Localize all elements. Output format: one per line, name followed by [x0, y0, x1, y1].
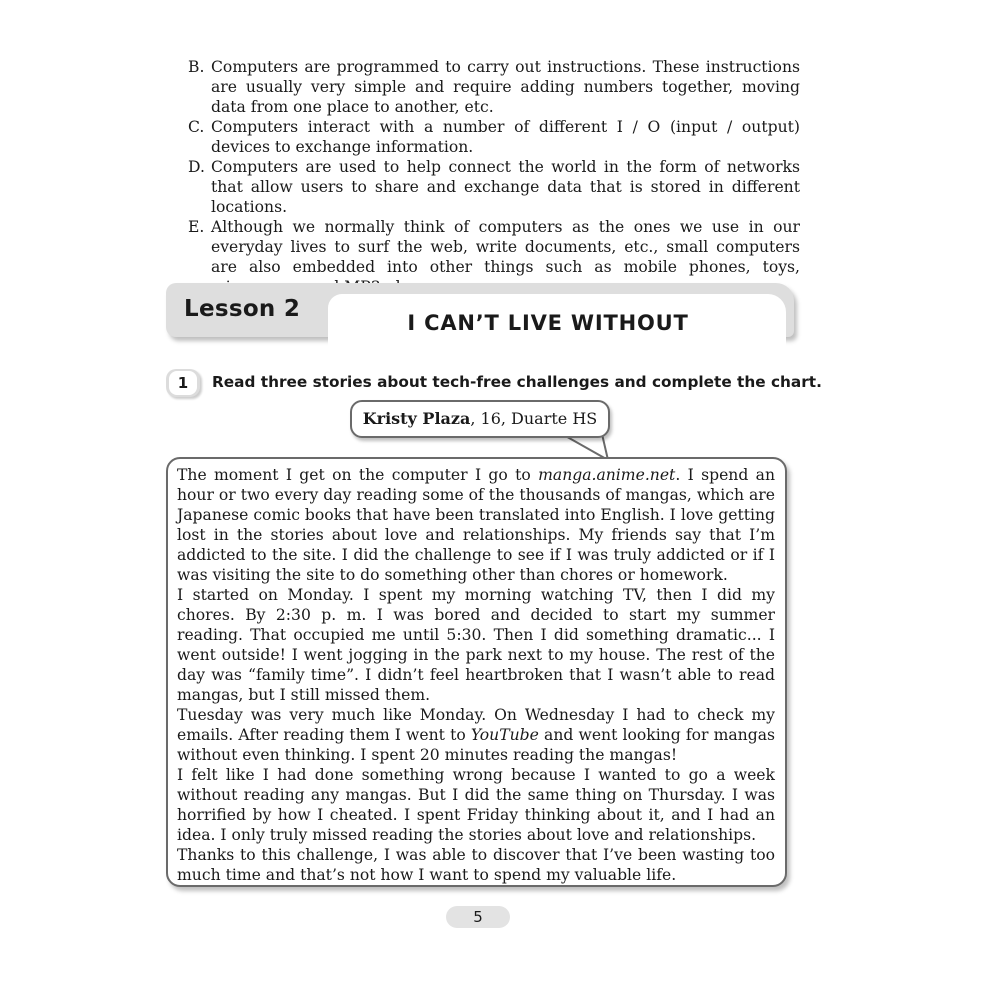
story-paragraph: I felt like I had done something wrong because I wanted to go a week without reading any mangas. But I did the same thing on Thursday. I was horrified by how I cheated. I spent Friday thinking about it, and I had an idea. I only truly missed reading the stories about love and relationships. [177, 766, 775, 844]
list-item [188, 57, 800, 117]
list-item [188, 117, 800, 157]
author-name: Kristy Plaza [362, 409, 471, 428]
story-paragraph [177, 465, 775, 585]
story-paragraph: Thanks to this challenge, I was able to discover that I’ve been wasting too much time and that’s not how I want to spend my valuable life. [177, 846, 775, 884]
author-bubble [350, 400, 610, 438]
story-paragraph: I started on Monday. I spent my morning watching TV, then I did my chores. By 2:30 p. m. I was bored and decided to start my summer reading. That occupied me until 5:30. Then I did something dramatic... I went outside! I went jogging in the park next to my house. The rest of the day was “family time”. I didn’t feel heartbroken that I wasn’t able to read mangas, but I still missed them. [177, 586, 775, 704]
list-letter: E. [188, 218, 205, 236]
list-letter: C. [188, 118, 205, 136]
page-number: 5 [446, 906, 510, 928]
list-letter: D. [188, 158, 205, 176]
website-name: YouTube [470, 726, 539, 744]
lesson-title: I CAN’T LIVE WITHOUT [407, 311, 689, 335]
story-text: Tuesday was very much like Monday. On Wednesday I had to check my emails. After reading them I went to [177, 706, 775, 744]
list-text: Although we normally think of computers as the ones we use in our everyday lives to surf the web, write documents, etc., small computers are also embedded into other things such as mobile phones, toys, [211, 218, 800, 276]
author-details: , 16, Duarte HS [470, 409, 598, 428]
story-text: . I spend an hour or two every day reading some of the thousands of mangas, which are Japanese comic books that have been translated into English. I love getting lost in the stories about love and relationships. My friends say that I’m addicted to the site. I did the challenge to see if I was truly addicted or if I was visiting the site to do something other than chores or homework. [177, 466, 775, 584]
lesson-label: Lesson 2 [184, 296, 301, 322]
story-box [166, 457, 787, 887]
intro-list [188, 57, 800, 297]
story-paragraph [177, 705, 775, 765]
exercise-number: 1 [169, 371, 197, 395]
story-text: and went looking for mangas without even thinking. I spent 20 minutes reading the mangas! [177, 726, 775, 764]
list-text: Computers are programmed to carry out instructions. These instructions are usually very simple and require adding numbers together, moving data from one place to another, etc. [211, 58, 800, 116]
website-name: manga.anime.net [538, 466, 676, 484]
list-letter: B. [188, 58, 205, 76]
exercise-instruction: Read three stories about tech-free challenges and complete the chart. [212, 373, 822, 391]
list-text: Computers are used to help connect the world in the form of networks that allow users to share and exchange data that is stored in different locations. [211, 158, 800, 216]
story-text: The moment I get on the computer I go to [177, 466, 539, 484]
list-text: Computers interact with a number of different I / O (input / output) devices to exchange information. [211, 118, 800, 156]
list-item [188, 157, 800, 217]
